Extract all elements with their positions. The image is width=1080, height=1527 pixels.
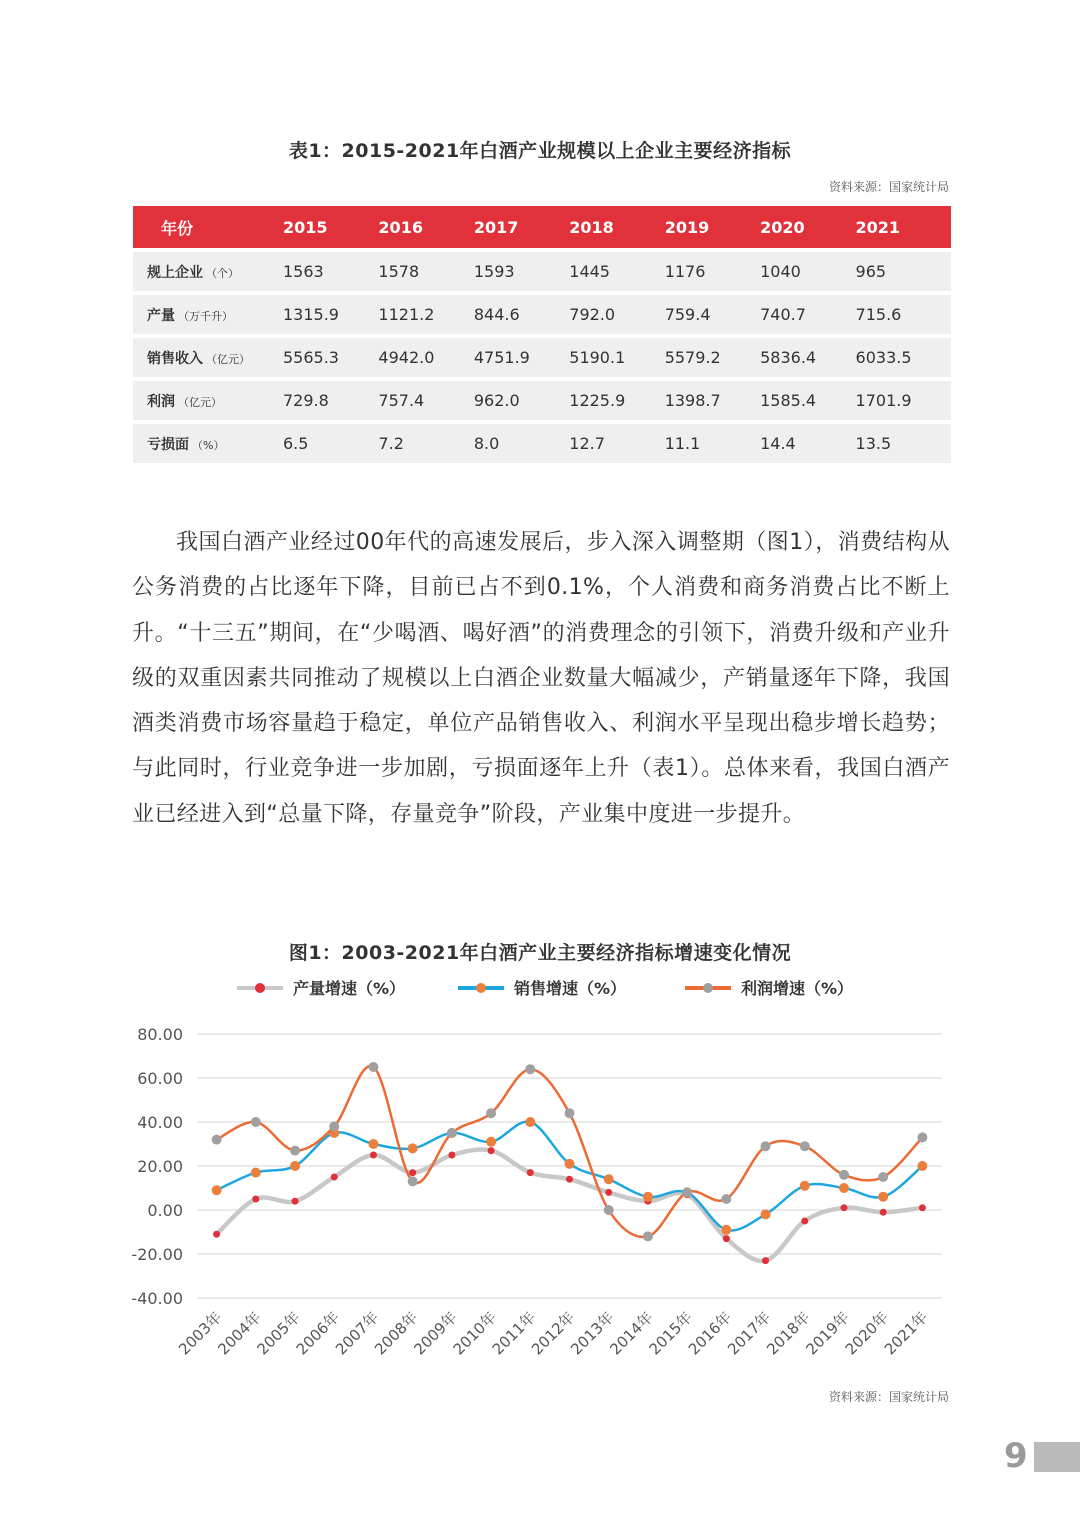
data-point [801,1218,808,1225]
y-tick-label: -20.00 [131,1245,183,1264]
data-point [368,1062,378,1072]
data-point [213,1231,220,1238]
row-label [133,424,283,463]
table-cell: 13.5 [856,424,951,463]
legend-swatch-marker [703,983,713,993]
data-point [682,1187,692,1197]
data-point [292,1198,299,1205]
row-label-text: 亏损面 [147,436,189,453]
data-point [290,1161,300,1171]
legend-swatch-marker [255,983,265,993]
row-label-text: 产量 [147,307,175,324]
data-point [917,1132,927,1142]
data-point [919,1204,926,1211]
data-point [251,1168,261,1178]
x-tick-label: 2008年 [371,1308,422,1359]
table-cell: 5565.3 [283,338,378,377]
table-cell: 792.0 [569,295,664,334]
table-cell: 4751.9 [474,338,569,377]
table-cell: 11.1 [665,424,760,463]
data-point [878,1192,888,1202]
table-cell: 1585.4 [760,381,855,420]
data-point [290,1146,300,1156]
data-point [331,1174,338,1181]
page-number-bar [1034,1442,1080,1472]
data-point [878,1172,888,1182]
table-cell: 5836.4 [760,338,855,377]
table-cell: 740.7 [760,295,855,334]
legend-label: 销售增速（%） [514,979,627,998]
data-point [212,1135,222,1145]
data-point [761,1209,771,1219]
row-label-text: 利润 [147,393,175,410]
data-point [762,1257,769,1264]
data-point [486,1108,496,1118]
table-cell: 7.2 [378,424,473,463]
y-tick-label: 40.00 [137,1113,183,1132]
row-label [133,381,283,420]
data-point [880,1209,887,1216]
data-point [800,1141,810,1151]
table-cell: 6033.5 [856,338,951,377]
header-cell: 2019 [665,206,760,248]
x-tick-label: 2005年 [253,1308,304,1359]
header-cell: 年份 [133,206,283,248]
x-tick-label: 2010年 [449,1308,500,1359]
row-unit: （个） [206,266,239,280]
data-point [840,1204,847,1211]
data-point [329,1121,339,1131]
data-point [566,1176,573,1183]
data-point [761,1141,771,1151]
table-cell: 1315.9 [283,295,378,334]
table-cell: 8.0 [474,424,569,463]
header-cell: 2020 [760,206,855,248]
row-label-text: 规上企业 [147,264,203,281]
data-point [721,1225,731,1235]
table-row [133,424,951,463]
series-line-3 [217,1066,923,1237]
header-cell: 2016 [378,206,473,248]
header-cell: 2017 [474,206,569,248]
header-cell: 2021 [856,206,951,248]
row-label [133,252,283,291]
x-tick-label: 2011年 [488,1308,540,1359]
x-tick-label: 2015年 [645,1308,696,1359]
row-label [133,338,283,377]
x-tick-label: 2016年 [684,1308,736,1359]
data-point [447,1128,457,1138]
table-cell: 965 [856,252,951,291]
x-tick-label: 2014年 [606,1308,657,1359]
data-point [604,1174,614,1184]
x-tick-label: 2019年 [802,1308,853,1359]
table-cell: 1563 [283,252,378,291]
x-tick-label: 2018年 [763,1308,814,1359]
data-point [370,1152,377,1159]
table-cell: 759.4 [665,295,760,334]
data-point [723,1235,730,1242]
y-tick-label: -40.00 [131,1289,183,1308]
header-cell: 2015 [283,206,378,248]
data-point [252,1196,259,1203]
data-point [604,1205,614,1215]
data-point [488,1147,495,1154]
table-source: 资料来源：国家统计局 [828,180,949,194]
legend-label: 利润增速（%） [741,979,854,998]
x-tick-label: 2020年 [841,1308,893,1359]
data-point [251,1117,261,1127]
data-point [917,1161,927,1171]
table-title: 表1：2015-2021年白酒产业规模以上企业主要经济指标 [288,140,792,162]
x-tick-label: 2009年 [410,1308,461,1359]
y-tick-label: 60.00 [137,1069,183,1088]
table-cell: 1593 [474,252,569,291]
row-unit: （万千升） [178,309,233,323]
table-cell: 1398.7 [665,381,760,420]
table-row [133,381,951,420]
table-row [133,252,951,291]
data-point [486,1137,496,1147]
data-point [605,1189,612,1196]
data-point [721,1194,731,1204]
growth-line-chart [0,965,1080,1385]
data-point [839,1183,849,1193]
x-tick-label: 2003年 [175,1308,226,1359]
data-point [525,1117,535,1127]
table-cell: 5579.2 [665,338,760,377]
table-cell: 715.6 [856,295,951,334]
row-label-text: 销售收入 [147,350,203,367]
row-unit: （%） [192,438,225,452]
row-unit: （亿元） [178,395,222,409]
table-cell: 1445 [569,252,664,291]
table-cell: 1701.9 [856,381,951,420]
table-cell: 6.5 [283,424,378,463]
table-cell: 757.4 [378,381,473,420]
table-cell: 1578 [378,252,473,291]
data-point [565,1108,575,1118]
table-cell: 12.7 [569,424,664,463]
y-tick-label: 0.00 [147,1201,183,1220]
table-cell: 729.8 [283,381,378,420]
y-tick-label: 20.00 [137,1157,183,1176]
table-cell: 1176 [665,252,760,291]
body-paragraph: 我国白酒产业经过00年代的高速发展后，步入深入调整期（图1），消费结构从公务消费的占比逐年下降，目前已占不到0.1%，个人消费和商务消费占比不断上升。“十三五”期间，在“少喝酒、喝好酒”的消费理念的引领下，消费升级和产业升级的双重因素共同推动了规模以上白酒企业数量大幅减少，产销量逐年下降，我国酒类消费市场容量趋于稳定，单位产品销售收入、利润水平呈现出稳步增长趋势；与此同时，行业竞争进一步加剧，亏损面逐年上升（表1）。总体来看，我国白酒产业已经进入到“总量下降，存量竞争”阶段，产业集中度进一步提升。 [132,530,950,827]
data-point [448,1152,455,1159]
x-tick-label: 2006年 [292,1308,344,1359]
x-tick-label: 2012年 [527,1308,579,1359]
table-cell: 1040 [760,252,855,291]
legend-swatch-marker [476,983,486,993]
table-cell: 1121.2 [378,295,473,334]
header-cell: 2018 [569,206,664,248]
x-tick-label: 2013年 [567,1308,618,1359]
row-label [133,295,283,334]
data-point [368,1139,378,1149]
table-cell: 962.0 [474,381,569,420]
data-point [643,1192,653,1202]
data-point [839,1170,849,1180]
page-number: 9 [1004,1436,1028,1476]
table-cell: 5190.1 [569,338,664,377]
data-point [527,1169,534,1176]
data-point [408,1143,418,1153]
x-tick-label: 2021年 [880,1308,932,1359]
table-cell: 844.6 [474,295,569,334]
y-tick-label: 80.00 [137,1025,183,1044]
table-row [133,295,951,334]
data-point [800,1181,810,1191]
table-header-row [133,206,951,248]
indicator-table [133,202,951,467]
data-point [525,1064,535,1074]
table-row [133,338,951,377]
data-point [408,1176,418,1186]
x-tick-label: 2004年 [214,1308,265,1359]
data-point [643,1231,653,1241]
data-point [212,1185,222,1195]
table-cell: 4942.0 [378,338,473,377]
chart-title: 图1：2003-2021年白酒产业主要经济指标增速变化情况 [288,942,792,964]
x-tick-label: 2017年 [724,1308,775,1359]
data-point [409,1169,416,1176]
legend-label: 产量增速（%） [293,979,406,998]
chart-source: 资料来源：国家统计局 [828,1390,949,1404]
table-cell: 14.4 [760,424,855,463]
row-unit: （亿元） [206,352,250,366]
data-point [565,1159,575,1169]
x-tick-label: 2007年 [331,1308,383,1359]
table-cell: 1225.9 [569,381,664,420]
